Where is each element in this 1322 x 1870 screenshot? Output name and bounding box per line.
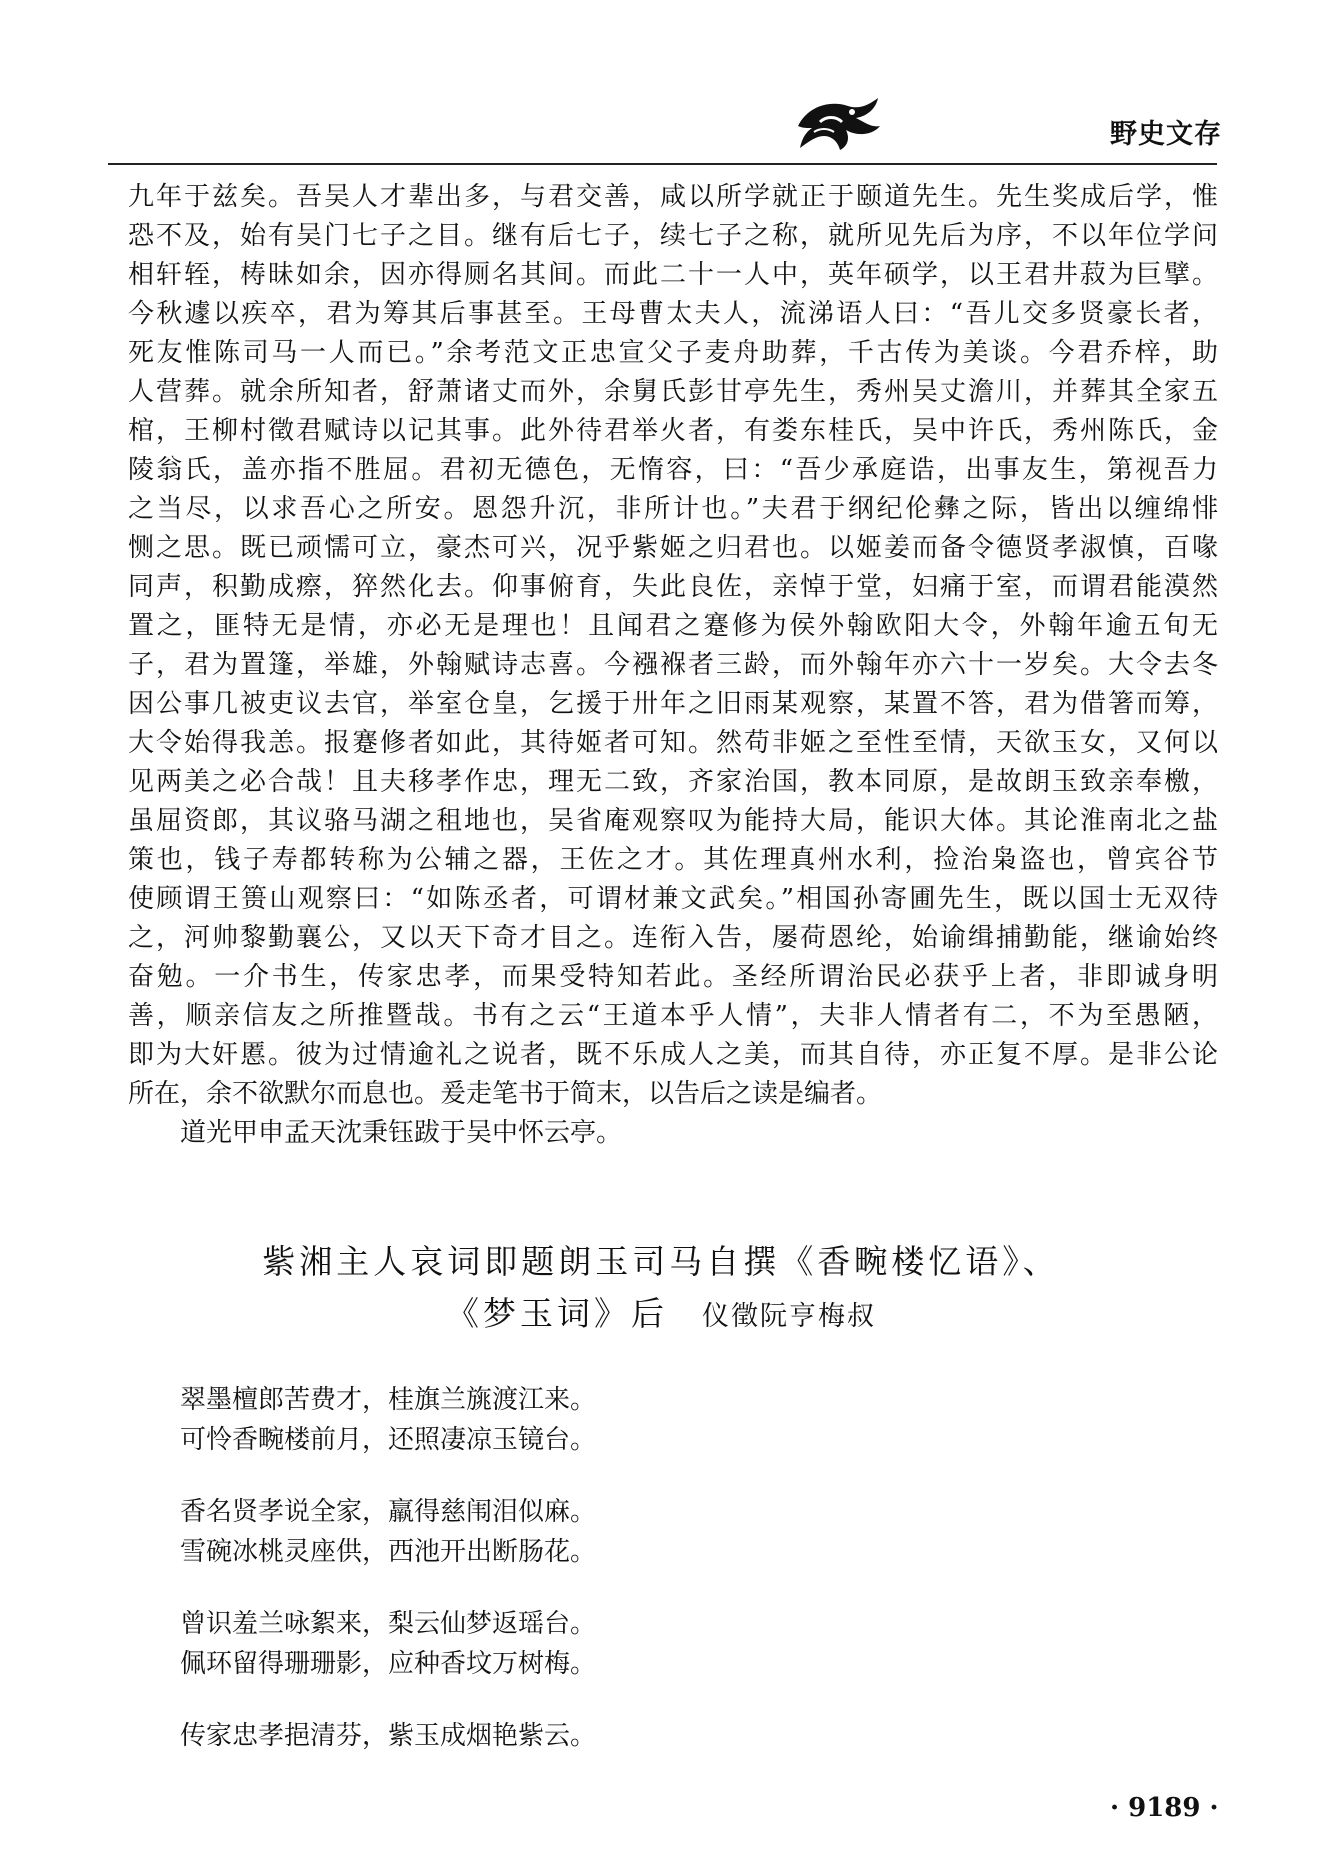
dragon-emblem-icon (790, 92, 885, 152)
poem-stanza (180, 1380, 596, 1460)
poem-stanza (180, 1716, 596, 1756)
text-line: 今秋遽以疾卒，君为筹其后事甚至。王母曹太夫人，流涕语人曰：“吾儿交多贤豪长者， (128, 299, 1218, 329)
text-line: 恻之思。既已顽懦可立，豪杰可兴，况乎紫姬之归君也。以姬姜而备令德贤孝淑慎，百喙 (128, 533, 1218, 563)
prose-body (128, 178, 1218, 1153)
poem-verse: 传家忠孝挹清芬，紫玉成烟艳紫云。 (180, 1721, 597, 1751)
running-header-title: 野史文存 (1110, 119, 1222, 150)
poem-title-line2 (0, 1292, 1322, 1339)
text-line: 九年于兹矣。吾吴人才辈出多，与君交善，咸以所学就正于颐道先生。先生奖成后学，惟 (128, 182, 1218, 212)
text-line: 相轩轾，梼昧如余，因亦得厕名其间。而此二十一人中，英年硕学，以王君井菽为巨擘。 (128, 260, 1218, 290)
text-line: 同声，积勤成瘵，猝然化去。仰事俯育，失此良佐，亲悼于堂，妇痛于室，而谓君能漠然 (128, 572, 1218, 602)
poem-verse: 曾识羞兰咏絮来，梨云仙梦返瑶台。 (180, 1609, 597, 1639)
text-line: 置之，匪特无是情，亦必无是理也！且闻君之蹇修为侯外翰欧阳大令，外翰年逾五旬无 (128, 611, 1218, 641)
text-line: 见两美之必合哉！且夫移孝作忠，理无二致，齐家治国，教本同原，是故朗玉致亲奉檄， (128, 767, 1218, 797)
text-line: 策也，钱子寿都转称为公辅之器，王佐之才。其佐理真州水利，捡治枭盗也，曾宾谷节 (128, 845, 1218, 875)
poem-stanza (180, 1492, 596, 1572)
poem-title-line1: 紫湘主人哀词即题朗玉司马自撰《香畹楼忆语》、 (262, 1242, 1060, 1281)
text-line: 善，顺亲信友之所推暨哉。书有之云“王道本乎人情”，夫非人情者有二，不为至愚陋， (128, 1001, 1218, 1031)
text-line: 即为大奸慝。彼为过情逾礼之说者，既不乐成人之美，而其自待，亦正复不厚。是非公论 (128, 1040, 1218, 1070)
header-rule (108, 163, 1217, 165)
poem-verse: 香名贤孝说全家，羸得慈闱泪似麻。 (180, 1497, 597, 1527)
text-line: 大令始得我恙。报蹇修者如此，其待姬者可知。然苟非姬之至性至情，天欲玉女，又何以 (128, 728, 1218, 758)
text-line: 恐不及，始有吴门七子之目。继有后七子，续七子之称，就所见先后为序，不以年位学问 (128, 221, 1218, 251)
text-line: 虽屈资郎，其议骆马湖之租地也，吴省庵观察叹为能持大局，能识大体。其论淮南北之盐 (128, 806, 1218, 836)
text-line: 棺，王柳村徵君赋诗以记其事。此外待君举火者，有娄东桂氏，吴中许氏，秀州陈氏，金 (128, 416, 1218, 446)
text-line: 所在，余不欲默尔而息也。爰走笔书于简末，以告后之读是编者。 (128, 1079, 883, 1109)
poem-title-text: 《梦玉词》后 (446, 1294, 668, 1333)
poem-stanza (180, 1604, 596, 1684)
poem-author: 仪徵阮亨梅叔 (702, 1301, 876, 1332)
text-line: 之，河帅黎勤襄公，又以天下奇才目之。连衔入告，屡荷恩纶，始谕缉捕勤能，继谕始终 (128, 923, 1218, 953)
text-line: 陵翁氏，盖亦指不胜屈。君初无德色，无惰容，曰：“吾少承庭诰，出事友生，第视吾力 (128, 455, 1218, 485)
text-line: 奋勉。一介书生，传家忠孝，而果受特知若此。圣经所谓治民必获乎上者，非即诚身明 (128, 962, 1218, 992)
text-line: 之当尽，以求吾心之所安。恩怨升沉，非所计也。”夫君于纲纪伦彝之际，皆出以缠绵悱 (128, 494, 1218, 524)
text-line: 死友惟陈司马一人而已。”余考范文正忠宣父子麦舟助葬，千古传为美谈。今君乔梓，助 (128, 338, 1218, 368)
text-line: 人营葬。就余所知者，舒萧诸丈而外，余舅氏彭甘亭先生，秀州吴丈澹川，并葬其全家五 (128, 377, 1218, 407)
poem-verse: 翠墨檀郎苦费才，桂旗兰旐渡江来。 (180, 1385, 597, 1415)
text-line: 因公事几被吏议去官，举室仓皇，乞援于卅年之旧雨某观察，某置不答，君为借箸而筹， (128, 689, 1218, 719)
signature-line: 道光甲申孟天沈秉钰跋于吴中怀云亭。 (180, 1118, 623, 1148)
poem-verse: 雪碗冰桃灵座供，西池开出断肠花。 (180, 1537, 597, 1567)
page-number: · 9189 · (1110, 1793, 1219, 1823)
text-line: 使顾谓王篑山观察曰：“如陈丞者，可谓材兼文武矣。”相国孙寄圃先生，既以国士无双待 (128, 884, 1218, 914)
text-line: 子，君为置篷，举雄，外翰赋诗志喜。今襁褓者三龄，而外翰年亦六十一岁矣。大令去冬 (128, 650, 1218, 680)
poem-verse: 佩环留得珊珊影，应种香坟万树梅。 (180, 1649, 597, 1679)
poem-verse: 可怜香畹楼前月，还照凄凉玉镜台。 (180, 1425, 597, 1455)
